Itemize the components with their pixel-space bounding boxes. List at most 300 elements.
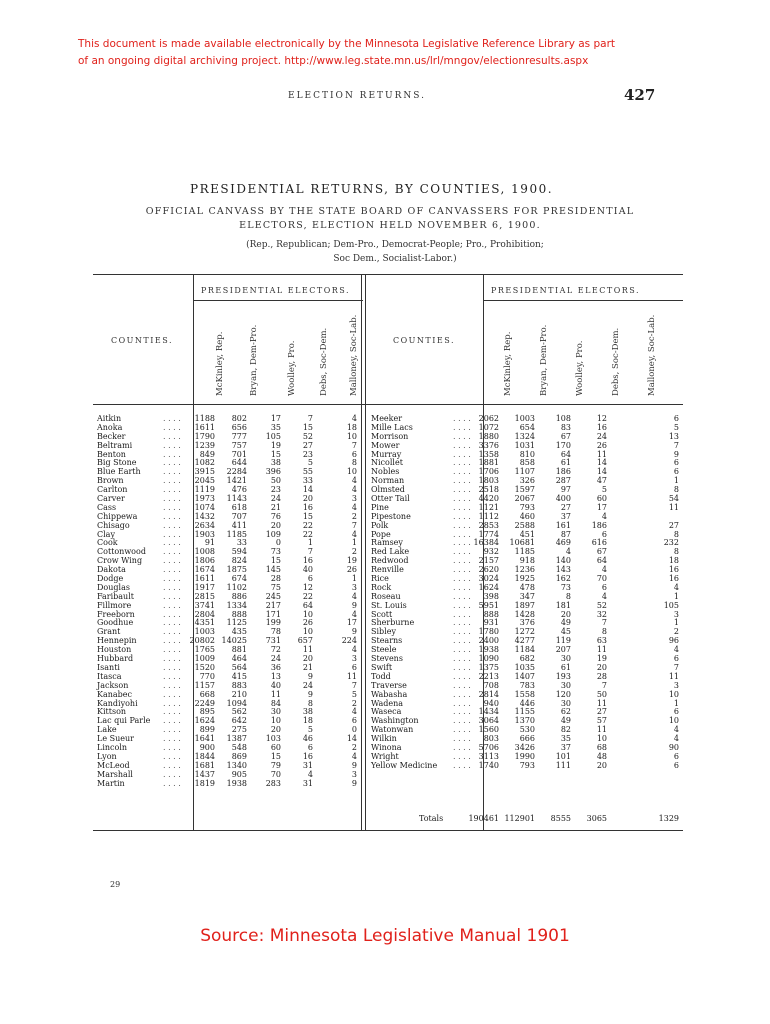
vote-cell: 10: [302, 627, 313, 637]
county-name: Ramsey: [371, 538, 403, 548]
table-row: [371, 476, 681, 485]
county-name: Nicollet: [371, 458, 403, 468]
vote-cell: 888: [483, 609, 499, 619]
county-name: Pine: [371, 502, 389, 512]
county-name: Wilkin: [371, 734, 397, 744]
vote-cell: 708: [483, 680, 499, 690]
column-head-left-0: [201, 306, 229, 398]
vote-cell: 31: [302, 778, 313, 788]
vote-cell: 28: [596, 671, 607, 681]
leader-dots: . . . .: [163, 414, 181, 423]
vote-cell: 13: [270, 671, 281, 681]
vote-cell: 9: [351, 600, 357, 610]
table-row: [371, 432, 681, 441]
vote-cell: 3: [351, 494, 357, 504]
vote-cell: 45: [560, 627, 571, 637]
center-divider-b: [365, 274, 366, 830]
page-title: PRESIDENTIAL RETURNS, BY COUNTIES, 1900.: [190, 182, 554, 196]
county-name: Dakota: [97, 565, 126, 575]
vote-cell: 18: [668, 556, 679, 566]
vote-cell: 70: [270, 769, 281, 779]
vote-cell: 15: [270, 751, 281, 761]
vote-cell: 16: [596, 422, 607, 432]
vote-cell: 869: [231, 751, 247, 761]
table-row: [97, 743, 361, 752]
vote-cell: 5: [601, 485, 607, 495]
county-name: Pope: [371, 529, 391, 539]
county-name: Traverse: [371, 680, 407, 690]
vote-cell: 10681: [509, 538, 535, 548]
leader-dots: . . . .: [163, 547, 181, 557]
county-name: Roseau: [371, 591, 401, 601]
leader-dots: . . . .: [163, 574, 181, 584]
vote-cell: 24: [302, 680, 313, 690]
vote-cell: 1407: [514, 671, 535, 681]
vote-cell: 68: [596, 742, 607, 752]
vote-cell: 888: [231, 609, 247, 619]
table-row: [371, 441, 681, 450]
vote-cell: 1780: [478, 627, 499, 637]
returns-table: [93, 270, 683, 850]
county-name: Becker: [97, 431, 126, 441]
table-bottom-rule: [93, 830, 683, 831]
vote-cell: 14: [596, 467, 607, 477]
vote-cell: 210: [231, 689, 247, 699]
vote-cell: 2: [351, 547, 357, 557]
vote-cell: 6: [673, 414, 679, 423]
vote-cell: 50: [270, 476, 281, 486]
leader-dots: . . . .: [163, 565, 181, 575]
vote-cell: 562: [231, 707, 247, 717]
vote-cell: 7: [601, 680, 607, 690]
leader-dots: . . . .: [163, 502, 181, 512]
vote-cell: 1881: [478, 458, 499, 468]
table-row: [97, 779, 361, 788]
vote-cell: 4: [673, 734, 679, 744]
table-row: [371, 636, 681, 645]
leader-dots: . . . .: [163, 760, 181, 770]
leader-dots: . . . .: [453, 538, 471, 548]
vote-cell: 64: [560, 449, 571, 459]
vote-cell: 5951: [478, 600, 499, 610]
vote-cell: 1125: [226, 618, 247, 628]
vote-cell: 161: [555, 520, 571, 530]
leader-dots: . . . .: [453, 449, 471, 459]
vote-cell: 803: [483, 734, 499, 744]
vote-cell: 4420: [478, 494, 499, 504]
vote-cell: 49: [560, 618, 571, 628]
vote-cell: 109: [265, 529, 281, 539]
vote-cell: 11: [596, 698, 607, 708]
leader-dots: . . . .: [453, 725, 471, 735]
leader-dots: . . . .: [453, 654, 471, 664]
leader-dots: . . . .: [163, 654, 181, 664]
vote-cell: 38: [270, 458, 281, 468]
vote-cell: 11: [596, 449, 607, 459]
table-row: [371, 521, 681, 530]
vote-cell: 400: [555, 494, 571, 504]
table-row: [97, 485, 361, 494]
county-name: Rice: [371, 574, 389, 584]
table-row: [371, 458, 681, 467]
vote-cell: 23: [302, 449, 313, 459]
table-row: [371, 645, 681, 654]
vote-cell: 2518: [478, 485, 499, 495]
table-row: [97, 734, 361, 743]
leader-dots: . . . .: [163, 742, 181, 752]
vote-cell: 20: [596, 760, 607, 770]
vote-cell: 707: [231, 511, 247, 521]
leader-dots: . . . .: [163, 520, 181, 530]
table-row: [97, 512, 361, 521]
vote-cell: 793: [519, 502, 535, 512]
vote-cell: 11: [346, 671, 357, 681]
vote-cell: 1003: [194, 627, 215, 637]
vote-cell: 899: [199, 725, 215, 735]
vote-cell: 40: [270, 680, 281, 690]
leader-dots: . . . .: [163, 671, 181, 681]
county-name: Brown: [97, 476, 124, 486]
leader-dots: . . . .: [453, 627, 471, 637]
county-name: Faribault: [97, 591, 134, 601]
leader-dots: . . . .: [453, 716, 471, 726]
leader-dots: . . . .: [163, 431, 181, 441]
vote-cell: 940: [483, 698, 499, 708]
vote-cell: 1790: [194, 431, 215, 441]
vote-cell: 777: [231, 431, 247, 441]
column-head-label: Woolley, Pro.: [287, 340, 297, 396]
vote-cell: 1157: [194, 680, 215, 690]
vote-cell: 9: [351, 778, 357, 788]
vote-cell: 886: [231, 591, 247, 601]
vote-cell: 27: [668, 520, 679, 530]
legend-line2: Soc Dem., Socialist-Labor.): [333, 254, 457, 264]
vote-cell: 84: [270, 698, 281, 708]
vote-cell: 70: [596, 574, 607, 584]
county-name: Le Sueur: [97, 734, 134, 744]
vote-cell: 26: [596, 440, 607, 450]
table-row: [97, 414, 361, 423]
vote-cell: 30: [560, 654, 571, 664]
vote-cell: 415: [231, 671, 247, 681]
vote-cell: 96: [668, 636, 679, 646]
vote-cell: 5: [307, 458, 313, 468]
county-name: Kanabec: [97, 689, 133, 699]
county-name: Chippewa: [97, 511, 138, 521]
leader-dots: . . . .: [163, 556, 181, 566]
vote-cell: 1681: [194, 760, 215, 770]
vote-cell: 73: [270, 547, 281, 557]
vote-cell: 8: [307, 698, 313, 708]
leader-dots: . . . .: [453, 476, 471, 486]
column-head-left-1: [235, 306, 263, 398]
vote-cell: 20: [596, 662, 607, 672]
vote-cell: 6: [601, 582, 607, 592]
county-name: Big Stone: [97, 458, 137, 468]
table-row: [97, 770, 361, 779]
vote-cell: 11: [596, 725, 607, 735]
table-row: [371, 618, 681, 627]
vote-cell: 3: [351, 654, 357, 664]
vote-cell: 8: [601, 627, 607, 637]
vote-cell: 10: [346, 467, 357, 477]
vote-cell: 18: [346, 422, 357, 432]
table-row: [97, 752, 361, 761]
vote-cell: 61: [560, 662, 571, 672]
vote-cell: 245: [265, 591, 281, 601]
vote-cell: 21: [302, 662, 313, 672]
leader-dots: . . . .: [453, 671, 471, 681]
vote-cell: 171: [265, 609, 281, 619]
vote-cell: 2: [673, 627, 679, 637]
leader-dots: . . . .: [453, 582, 471, 592]
vote-cell: 64: [302, 600, 313, 610]
table-row: [97, 663, 361, 672]
county-name: Lyon: [97, 751, 117, 761]
vote-cell: 931: [483, 618, 499, 628]
vote-cell: 3113: [478, 751, 499, 761]
vote-cell: 1188: [194, 414, 215, 423]
county-name: Fillmore: [97, 600, 132, 610]
vote-cell: 35: [560, 734, 571, 744]
vote-cell: 24: [596, 431, 607, 441]
column-head-label: Malloney, Soc-Lab.: [647, 314, 657, 396]
vote-cell: 38: [302, 707, 313, 717]
vote-cell: 30: [270, 707, 281, 717]
vote-cell: 476: [231, 485, 247, 495]
vote-cell: 802: [231, 414, 247, 423]
vote-cell: 666: [519, 734, 535, 744]
vote-cell: 1432: [194, 511, 215, 521]
leader-dots: . . . .: [163, 734, 181, 744]
table-row: [97, 672, 361, 681]
county-name: Todd: [371, 671, 391, 681]
vote-cell: 7: [351, 680, 357, 690]
counties-head-right: COUNTIES.: [393, 336, 455, 345]
county-name: Carlton: [97, 485, 128, 495]
county-name: Watonwan: [371, 725, 414, 735]
vote-cell: 3915: [194, 467, 215, 477]
vote-cell: 1774: [478, 529, 499, 539]
vote-cell: 668: [199, 689, 215, 699]
table-row: [371, 681, 681, 690]
vote-cell: 6: [673, 707, 679, 717]
vote-cell: 8: [351, 458, 357, 468]
leader-dots: . . . .: [453, 458, 471, 468]
county-name: Crow Wing: [97, 556, 143, 566]
vote-cell: 2284: [226, 467, 247, 477]
county-name: Beltrami: [97, 440, 133, 450]
column-head-right-3: [597, 306, 625, 398]
vote-cell: 16: [668, 565, 679, 575]
county-name: St. Louis: [371, 600, 407, 610]
vote-cell: 6: [307, 574, 313, 584]
vote-cell: 90: [668, 742, 679, 752]
totals-cell: 8555: [550, 814, 571, 823]
vote-cell: 4: [351, 707, 357, 717]
county-name: Aitkin: [97, 414, 122, 423]
vote-cell: 16384: [473, 538, 499, 548]
vote-cell: 731: [265, 636, 281, 646]
vote-cell: 564: [231, 662, 247, 672]
table-row: [371, 530, 681, 539]
leader-dots: . . . .: [453, 618, 471, 628]
vote-cell: 7: [673, 440, 679, 450]
vote-cell: 57: [596, 716, 607, 726]
leader-dots: . . . .: [163, 769, 181, 779]
county-name: Morrison: [371, 431, 409, 441]
running-head: ELECTION RETURNS.: [288, 91, 426, 101]
vote-cell: 16: [302, 751, 313, 761]
leader-dots: . . . .: [163, 627, 181, 637]
vote-cell: 1740: [478, 760, 499, 770]
vote-cell: 2634: [194, 520, 215, 530]
vote-cell: 1765: [194, 645, 215, 655]
vote-cell: 20: [302, 654, 313, 664]
vote-cell: 11: [596, 645, 607, 655]
leader-dots: . . . .: [453, 547, 471, 557]
column-head-label: Debs, Soc-Dem.: [319, 327, 329, 396]
vote-cell: 2804: [194, 609, 215, 619]
table-row: [371, 725, 681, 734]
subtitle-line1: OFFICIAL CANVASS BY THE STATE BOARD OF CANVASSERS FOR PRESIDENTIAL: [145, 206, 635, 217]
vote-cell: 1437: [194, 769, 215, 779]
vote-cell: 770: [199, 671, 215, 681]
county-name: Winona: [371, 742, 402, 752]
vote-cell: 2: [351, 698, 357, 708]
vote-cell: 1185: [226, 529, 247, 539]
vote-cell: 376: [519, 618, 535, 628]
county-name: Red Lake: [371, 547, 410, 557]
county-name: Goodhue: [97, 618, 134, 628]
vote-cell: 6: [673, 467, 679, 477]
vote-cell: 14: [346, 734, 357, 744]
vote-cell: 1: [673, 618, 679, 628]
vote-cell: 170: [555, 440, 571, 450]
vote-cell: 3: [351, 582, 357, 592]
county-name: Marshall: [97, 769, 133, 779]
county-name: Wadena: [371, 698, 404, 708]
archive-notice: [78, 36, 718, 70]
vote-cell: 12: [302, 582, 313, 592]
column-head-label: Woolley, Pro.: [575, 340, 585, 396]
vote-cell: 1008: [194, 547, 215, 557]
vote-cell: 451: [519, 529, 535, 539]
vote-cell: 4: [673, 645, 679, 655]
vote-cell: 5: [307, 725, 313, 735]
table-row: [371, 716, 681, 725]
county-name: Polk: [371, 520, 389, 530]
leader-dots: . . . .: [163, 422, 181, 432]
county-name: Cottonwood: [97, 547, 146, 557]
leader-dots: . . . .: [163, 449, 181, 459]
table-row: [371, 467, 681, 476]
vote-cell: 31: [302, 760, 313, 770]
table-row: [371, 423, 681, 432]
leader-dots: . . . .: [453, 609, 471, 619]
vote-cell: 54: [668, 494, 679, 504]
table-row: [97, 690, 361, 699]
leader-dots: . . . .: [453, 591, 471, 601]
vote-cell: 7: [307, 414, 313, 423]
county-name: Carver: [97, 494, 125, 504]
vote-cell: 7: [351, 520, 357, 530]
vote-cell: 810: [519, 449, 535, 459]
county-name: Pipestone: [371, 511, 411, 521]
vote-cell: 28: [270, 574, 281, 584]
column-head-rule: [93, 404, 683, 405]
vote-cell: 67: [596, 547, 607, 557]
vote-cell: 1072: [478, 422, 499, 432]
vote-cell: 1035: [514, 662, 535, 672]
vote-cell: 10: [302, 609, 313, 619]
source-caption: Source: Minnesota Legislative Manual 1901: [200, 926, 570, 946]
vote-cell: 26: [302, 618, 313, 628]
column-head-label: Debs, Soc-Dem.: [611, 327, 621, 396]
vote-cell: 4351: [194, 618, 215, 628]
vote-cell: 793: [519, 760, 535, 770]
column-head-right-2: [561, 306, 589, 398]
column-head-label: McKinley, Rep.: [503, 331, 513, 396]
vote-cell: 49: [560, 716, 571, 726]
abbreviation-legend: [190, 238, 600, 266]
leader-dots: . . . .: [453, 440, 471, 450]
vote-cell: 181: [555, 600, 571, 610]
vote-cell: 97: [560, 485, 571, 495]
table-row: [97, 725, 361, 734]
vote-cell: 656: [231, 422, 247, 432]
vote-cell: 16: [302, 556, 313, 566]
vote-cell: 530: [519, 725, 535, 735]
county-name: Stearns: [371, 636, 403, 646]
leader-dots: . . . .: [453, 467, 471, 477]
vote-cell: 63: [596, 636, 607, 646]
leader-dots: . . . .: [163, 716, 181, 726]
table-row: [97, 716, 361, 725]
vote-cell: 1334: [226, 600, 247, 610]
table-row: [97, 423, 361, 432]
vote-cell: 26: [346, 565, 357, 575]
vote-cell: 78: [270, 627, 281, 637]
vote-cell: 1641: [194, 734, 215, 744]
vote-cell: 1236: [514, 565, 535, 575]
vote-cell: 1560: [478, 725, 499, 735]
table-row: [97, 450, 361, 459]
vote-cell: 60: [270, 742, 281, 752]
county-name: Cook: [97, 538, 118, 548]
vote-cell: 4: [601, 591, 607, 601]
table-row: [97, 432, 361, 441]
vote-cell: 1520: [194, 662, 215, 672]
vote-cell: 193: [555, 671, 571, 681]
vote-cell: 6: [673, 458, 679, 468]
vote-cell: 1917: [194, 582, 215, 592]
vote-cell: 824: [231, 556, 247, 566]
vote-cell: 20: [560, 609, 571, 619]
vote-cell: 2: [351, 742, 357, 752]
table-row: [371, 672, 681, 681]
leader-dots: . . . .: [163, 662, 181, 672]
subtitle-line2: ELECTORS, ELECTION HELD NOVEMBER 6, 1900.: [239, 220, 541, 231]
vote-cell: 1: [351, 538, 357, 548]
vote-cell: 14: [302, 485, 313, 495]
vote-cell: 61: [560, 458, 571, 468]
table-row: [97, 547, 361, 556]
column-head-left-4: [335, 306, 363, 398]
vote-cell: 4: [307, 769, 313, 779]
leader-dots: . . . .: [453, 742, 471, 752]
vote-cell: 52: [302, 431, 313, 441]
